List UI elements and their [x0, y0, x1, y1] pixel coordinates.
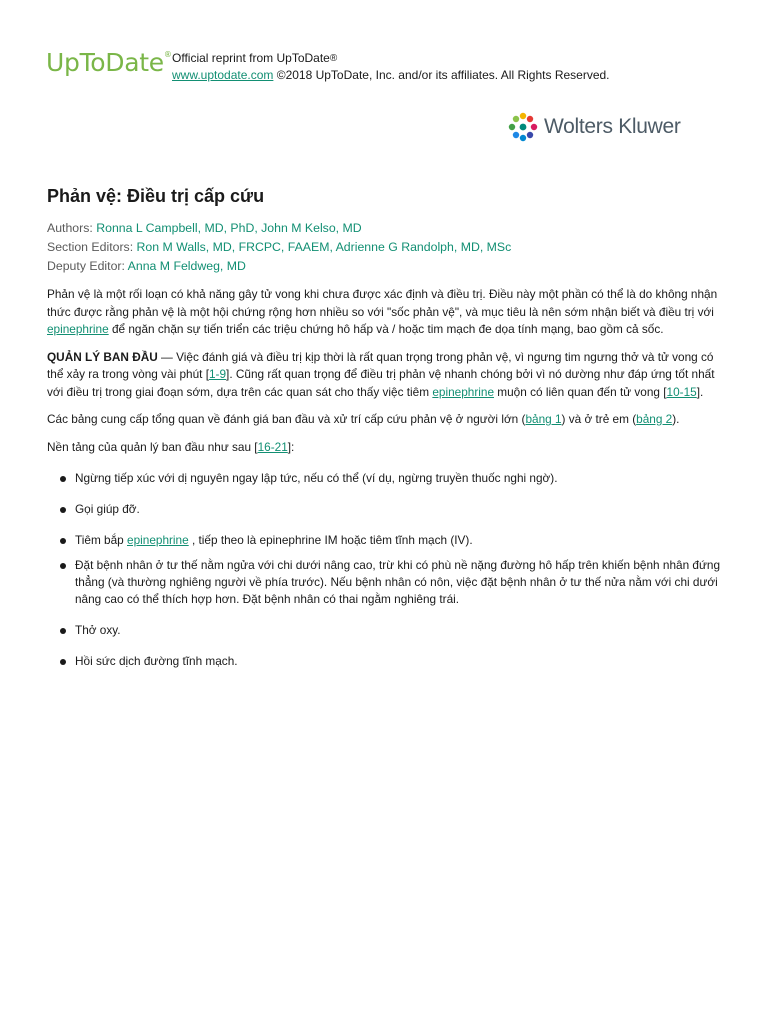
- table-2-link[interactable]: bảng 2: [636, 412, 673, 426]
- logo-trademark: ®: [163, 50, 172, 59]
- list-item: Gọi giúp đỡ.: [47, 501, 727, 518]
- list-item: Đặt bệnh nhân ở tư thế nằm ngửa với chi dưới nâng cao, trừ khi có phù nề nặng đường hô hấp trên khiến bệnh nhân đứng thẳng (và thường nghiêng người về phía trước). Nếu bệnh nhân có nôn, việc đặt bệnh nhân ở tư thế nửa nằm với chi dưới nâng cao có thể thích hợp hơn. Đặt bệnh nhân có thai ngằm nghiêng trái.: [47, 557, 727, 608]
- list-item: Hồi sức dịch đường tĩnh mạch.: [47, 653, 727, 670]
- table-1-link[interactable]: bảng 1: [525, 412, 562, 426]
- registered-mark: ®: [329, 53, 338, 64]
- initial-management-paragraph: QUẢN LÝ BAN ĐẦU — Việc đánh giá và điều trị kịp thời là rất quan trọng trong phản vệ, vì ngưng tim ngưng thở và tử vong có thể xảy ra trong vòng vài phút [1-9]. Cũng rất quan trọng để điều trị phản vệ nhanh chóng bởi vì nó dường như đáp ứng tốt nhất với điều trị trong giai đoạn sớm, dựa trên các quan sát cho thấy việc tiêm epinephrine muộn có liên quan đến tử vong [10-15].: [47, 349, 715, 399]
- reference-link-1-9[interactable]: 1-9: [208, 367, 227, 381]
- intro-paragraph: Phản vệ là một rối loạn có khả năng gây tử vong khi chưa được xác định và điều trị. Điều này một phần có thể là do không nhận thức được rằng phản vệ là một hội chứng rộng hơn nhiều so với "sốc phản vệ", và mục tiêu là nên sớm nhận biết và điều trị với epinephrine để ngăn chặn sự tiến triển các triệu chứng hô hấp và / hoặc tim mạch đe dọa tính mạng, bao gồm cả sốc.: [47, 287, 718, 336]
- article-meta: [47, 219, 511, 276]
- authors-line: Authors: Ronna L Campbell, MD, PhD, John M Kelso, MD: [47, 221, 362, 235]
- section-editors-line: Section Editors: Ron M Walls, MD, FRCPC, FAAEM, Adrienne G Randolph, MD, MSc: [47, 240, 512, 254]
- section-heading: QUẢN LÝ BAN ĐẦU: [47, 349, 158, 364]
- tables-paragraph: Các bảng cung cấp tổng quan về đánh giá ban đầu và xử trí cấp cứu phản vệ ở người lớn (bảng 1) và ở trẻ em (bảng 2).: [47, 412, 680, 426]
- reprint-line: Official reprint from UpToDate®: [172, 51, 338, 65]
- deputy-editor-line: Deputy Editor: Anna M Feldweg, MD: [47, 259, 246, 273]
- foundation-paragraph: Nền tảng của quản lý ban đầu như sau [16-21]:: [47, 439, 295, 454]
- epinephrine-link[interactable]: epinephrine: [127, 533, 189, 547]
- uptodate-logo: [46, 48, 172, 77]
- reference-link-16-21[interactable]: 16-21: [257, 439, 288, 454]
- deputy-editor-name[interactable]: Anna M Feldweg, MD: [127, 259, 246, 273]
- management-steps-list: [47, 470, 727, 670]
- article-body: [47, 286, 727, 678]
- epinephrine-link[interactable]: epinephrine: [432, 384, 495, 399]
- publisher-name: Wolters Kluwer: [544, 115, 681, 138]
- list-item: Tiêm bắp epinephrine , tiếp theo là epinephrine IM hoặc tiêm tĩnh mạch (IV).: [47, 532, 727, 549]
- epinephrine-link[interactable]: epinephrine: [47, 322, 109, 336]
- wolters-kluwer-logo: [508, 111, 681, 143]
- logo-text: UpToDate: [46, 48, 164, 77]
- wolters-kluwer-mark-icon: [508, 112, 538, 142]
- reference-link-10-15[interactable]: 10-15: [666, 384, 697, 399]
- reprint-notice: [172, 50, 610, 84]
- list-item: Thở oxy.: [47, 622, 727, 639]
- uptodate-site-link[interactable]: www.uptodate.com: [172, 68, 274, 82]
- copyright-text: ©2018 UpToDate, Inc. and/or its affiliates. All Rights Reserved.: [273, 68, 610, 82]
- authors-names[interactable]: Ronna L Campbell, MD, PhD, John M Kelso, MD: [96, 221, 362, 235]
- article-title: Phản vệ: Điều trị cấp cứu: [47, 186, 265, 206]
- list-item: Ngừng tiếp xúc với dị nguyên ngay lập tức, nếu có thể (ví dụ, ngừng truyền thuốc nghi ngờ).: [47, 470, 727, 487]
- copyright-line: [172, 67, 610, 84]
- section-editors-names[interactable]: Ron M Walls, MD, FRCPC, FAAEM, Adrienne G Randolph, MD, MSc: [136, 240, 512, 254]
